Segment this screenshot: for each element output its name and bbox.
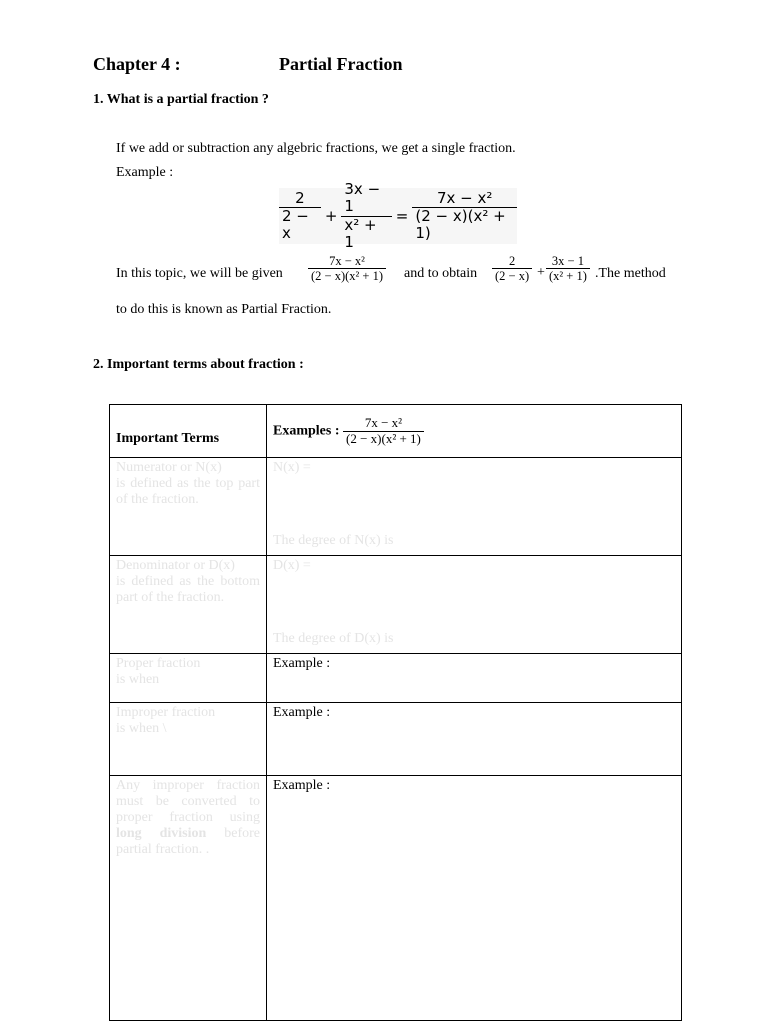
example-bottom: The degree of D(x) is: [273, 631, 394, 646]
term-title: Denominator or D(x): [116, 558, 235, 573]
example-label: Example :: [116, 165, 174, 180]
fraction-2-den: x² + 1: [341, 216, 391, 252]
obtain-1-num: 2: [508, 254, 516, 268]
fraction-1: [279, 190, 321, 243]
table-row: [110, 556, 682, 654]
given-fraction: [308, 254, 386, 284]
term-title: Numerator or N(x): [116, 460, 222, 475]
given-den: (2 − x)(x² + 1): [308, 268, 386, 283]
table-header-row: [110, 405, 682, 458]
fraction-3-num: 7x − x²: [436, 188, 493, 207]
col-header-terms: Important Terms: [110, 405, 267, 458]
term-denominator: [110, 556, 267, 654]
fraction-3: [412, 190, 517, 243]
table-row: [110, 776, 682, 1021]
examples-num: 7x − x²: [364, 414, 403, 430]
term-proper: [110, 654, 267, 703]
plus-sign: +: [324, 207, 338, 225]
section-2-heading: 2. Important terms about fraction :: [93, 357, 304, 372]
given-num: 7x − x²: [329, 254, 365, 268]
sentence-end: .The method: [595, 266, 666, 281]
term-desc-2: before partial fraction. .: [116, 826, 260, 857]
table-row: [110, 703, 682, 776]
example-equation: [279, 180, 517, 251]
equals-sign: =: [395, 207, 409, 225]
example-numerator: [267, 458, 682, 556]
term-desc: is when: [116, 672, 160, 687]
chapter-title: Partial Fraction: [279, 54, 403, 74]
term-desc: is when \: [116, 721, 167, 736]
example-top: Example :: [273, 705, 331, 720]
example-proper: [267, 654, 682, 703]
example-bottom: The degree of N(x) is: [273, 533, 394, 548]
obtain-fraction-2: [546, 254, 590, 284]
table-row: [110, 654, 682, 703]
fraction-1-den: 2 − x: [279, 207, 321, 243]
obtain-2-den: (x² + 1): [546, 268, 590, 283]
sentence-start: In this topic, we will be given: [116, 266, 283, 281]
example-improper: [267, 703, 682, 776]
term-long-division: [110, 776, 267, 1021]
example-top: N(x) =: [273, 460, 311, 475]
sentence-last: to do this is known as Partial Fraction.: [116, 302, 332, 317]
term-numerator: [110, 458, 267, 556]
example-long-division: [267, 776, 682, 1021]
table-row: [110, 458, 682, 556]
term-desc-1: Any improper fraction must be converted to proper fraction using: [116, 778, 260, 825]
example-denominator: [267, 556, 682, 654]
partial-fraction-sentence: [116, 254, 716, 300]
obtain-1-den: (2 − x): [492, 268, 532, 283]
intro-text: If we add or subtraction any algebric fractions, we get a single fraction.: [116, 141, 516, 156]
examples-label: Examples :: [273, 423, 340, 439]
term-desc-bold: long division: [116, 826, 207, 841]
obtain-fraction-1: [492, 254, 532, 284]
section-1-heading: 1. What is a partial fraction ?: [93, 92, 269, 107]
example-top: Example :: [273, 656, 331, 671]
obtain-plus: +: [537, 265, 545, 280]
example-top: Example :: [273, 778, 331, 793]
fraction-2: [341, 181, 391, 251]
fraction-1-num: 2: [295, 188, 305, 207]
term-improper: [110, 703, 267, 776]
example-top: D(x) =: [273, 558, 311, 573]
term-desc: is defined as the top part of the fraction.: [116, 476, 260, 507]
term-title: Improper fraction: [116, 705, 216, 720]
term-desc: is defined as the bottom part of the fraction.: [116, 574, 260, 605]
chapter-number: Chapter 4 :: [93, 54, 181, 74]
col-header-examples: [267, 405, 682, 458]
term-title: Proper fraction: [116, 656, 201, 671]
examples-den: (2 − x)(x² + 1): [343, 431, 424, 447]
fraction-3-den: (2 − x)(x² + 1): [412, 207, 517, 243]
fraction-2-num: 3x − 1: [344, 180, 381, 216]
obtain-2-num: 3x − 1: [551, 254, 584, 268]
sentence-mid: and to obtain: [404, 266, 478, 281]
terms-table: [109, 404, 682, 1021]
examples-fraction: [343, 416, 424, 447]
